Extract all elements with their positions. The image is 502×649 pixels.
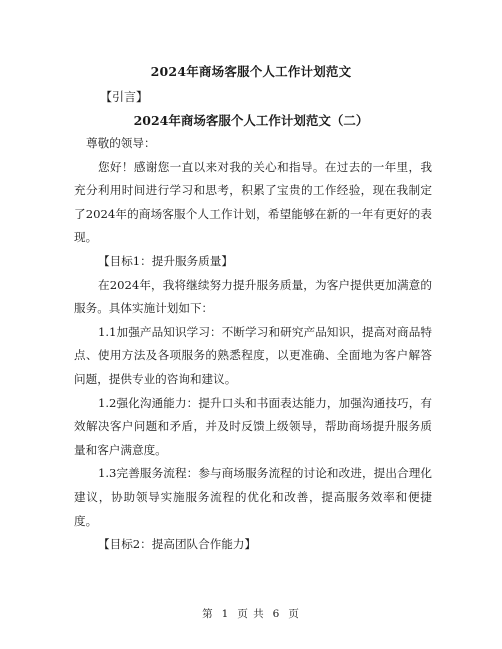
document-body — [74, 132, 432, 557]
page-footer — [0, 606, 502, 621]
total-pages: 6 — [272, 608, 281, 620]
paragraph-greeting: 您好！感谢您一直以来对我的关心和指导。在过去的一年里，我充分利用时间进行学习和思考，积累了宝贵的工作经验，现在我制定了2024年的商场客服个人工作计划，希望能够在新的一年有更好的表现。 — [74, 159, 432, 245]
page-number: 1 — [221, 608, 230, 620]
footer-label-post: 页 — [288, 608, 300, 620]
document-subtitle: 2024年商场客服个人工作计划范文（二） — [133, 113, 369, 128]
document-title: 2024年商场客服个人工作计划范文 — [150, 64, 352, 79]
paragraph-item-1-2: 1.2强化沟通能力：提升口头和书面表达能力，加强沟通技巧，有效解决客户问题和矛盾，并及时反馈上级领导，帮助商场提升服务质量和客户满意度。 — [74, 395, 432, 457]
footer-label-pre: 第 — [202, 608, 214, 620]
paragraph-item-1-3: 1.3完善服务流程：参与商场服务流程的讨论和改进，提出合理化建议，协助领导实施服务流程的优化和改善，提高服务效率和便捷度。 — [74, 466, 432, 528]
paragraph-goal-1-intro: 在2024年，我将继续努力提升服务质量，为客户提供更加满意的服务。具体实施计划如下： — [74, 277, 432, 316]
paragraph-item-1-1: 1.1加强产品知识学习：不断学习和研究产品知识，提高对商品特点、使用方法及各项服务的熟悉程度，以更准确、全面地为客户解答问题，提供专业的咨询和建议。 — [74, 324, 432, 386]
salutation: 尊敬的领导： — [86, 136, 156, 150]
section-heading-goal-1: 【目标1：提升服务质量】 — [98, 253, 233, 268]
footer-label-mid: 页 共 — [237, 608, 265, 620]
intro-tag: 【引言】 — [100, 90, 149, 104]
section-heading-goal-2: 【目标2：提高团队合作能力】 — [98, 537, 257, 552]
